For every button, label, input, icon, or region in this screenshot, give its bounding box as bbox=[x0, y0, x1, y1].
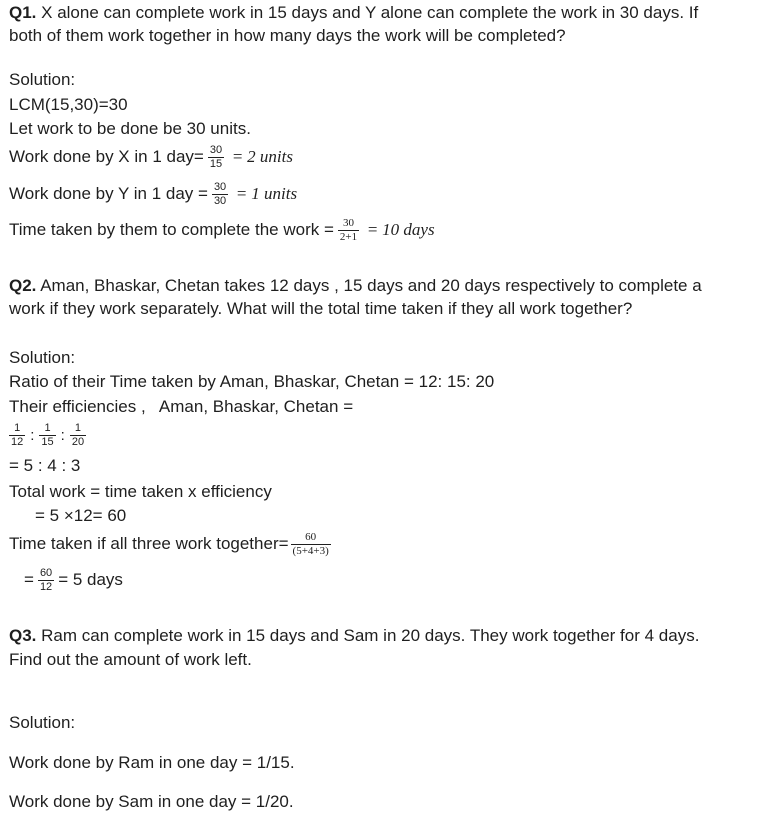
q2-efficiency-fractions bbox=[5, 419, 90, 452]
q3-solution-label: Solution: bbox=[9, 713, 76, 732]
q1-question-line1 bbox=[9, 2, 698, 24]
q1-t-label: Time taken by them to complete the work = bbox=[9, 220, 334, 239]
q1-x-eq: = bbox=[232, 147, 243, 166]
q2-efficiencies: Their efficiencies , Aman, Bhaskar, Chetan = bbox=[9, 397, 354, 416]
q3-label: Q3. bbox=[9, 626, 37, 645]
q2-final-fraction bbox=[38, 567, 54, 594]
q2-text-line1: Aman, Bhaskar, Chetan takes 12 days , 15 days and 20 days respectively to complete a bbox=[36, 276, 702, 295]
q3-question-line2: Find out the amount of work left. bbox=[9, 650, 252, 669]
q1-t-eq: = bbox=[367, 220, 378, 239]
q1-question-line2: both of them work together in how many days the work will be completed? bbox=[9, 26, 566, 45]
q2-label: Q2. bbox=[9, 276, 37, 295]
q1-t-fraction bbox=[338, 217, 359, 244]
q2-f1-den: 12 bbox=[11, 436, 24, 449]
q2-solution-label: Solution: bbox=[9, 348, 76, 367]
q2-together-num: 60 bbox=[291, 531, 331, 545]
q3-question-line1 bbox=[9, 625, 699, 647]
q1-work-x bbox=[9, 141, 293, 173]
q3-ram: Work done by Ram in one day = 1/15. bbox=[9, 753, 295, 772]
q1-t-num: 30 bbox=[338, 217, 359, 231]
q2-f2-den: 15 bbox=[41, 436, 54, 449]
q1-y-fraction bbox=[212, 181, 228, 208]
q2-f1-num: 1 bbox=[9, 422, 25, 436]
q2-together-den: (5+4+3) bbox=[292, 545, 329, 558]
q2-ratio: Ratio of their Time taken by Aman, Bhaskar, Chetan = 12: 15: 20 bbox=[9, 372, 495, 391]
q1-label: Q1. bbox=[9, 3, 37, 22]
q2-f1 bbox=[9, 422, 25, 449]
q2-together-label: Time taken if all three work together= bbox=[9, 534, 289, 553]
q1-y-eq: = bbox=[236, 184, 247, 203]
q2-total-work: Total work = time taken x efficiency bbox=[9, 482, 272, 501]
q1-x-label: Work done by X in 1 day= bbox=[9, 147, 204, 166]
q2-final-den: 12 bbox=[39, 581, 53, 594]
q1-solution-label: Solution: bbox=[9, 70, 76, 89]
q3-sam: Work done by Sam in one day = 1/20. bbox=[9, 792, 294, 811]
q1-x-fraction bbox=[208, 144, 224, 171]
q2-f2-num: 1 bbox=[39, 422, 55, 436]
q1-x-den: 15 bbox=[209, 158, 223, 171]
q1-text-line1: X alone can complete work in 15 days and Y alone can complete the work in 30 days. If bbox=[36, 3, 699, 22]
q2-f3-num: 1 bbox=[70, 422, 86, 436]
q2-colon-2: : bbox=[60, 426, 65, 444]
q1-y-num: 30 bbox=[213, 181, 227, 194]
q1-lcm: LCM(15,30)=30 bbox=[9, 95, 128, 114]
q2-final-result: = 5 days bbox=[58, 570, 123, 589]
q1-t-den: 2+1 bbox=[339, 231, 358, 244]
q2-question-line2: work if they work separately. What will the total time taken if they all work together? bbox=[9, 299, 633, 318]
q2-f3 bbox=[70, 422, 86, 449]
q1-y-den: 30 bbox=[213, 195, 227, 208]
q1-let-work: Let work to be done be 30 units. bbox=[9, 119, 251, 138]
q1-work-y bbox=[9, 178, 297, 210]
q2-f2 bbox=[39, 422, 55, 449]
q2-colon-1: : bbox=[30, 426, 35, 444]
q2-final-num: 60 bbox=[39, 567, 53, 580]
q2-f3-den: 20 bbox=[71, 436, 85, 449]
q1-t-result: 10 days bbox=[382, 220, 435, 239]
q2-together bbox=[9, 527, 335, 561]
q2-ratio-result: = 5 : 4 : 3 bbox=[9, 456, 81, 475]
q1-x-num: 30 bbox=[209, 144, 223, 157]
q2-total-calc: = 5 ×12= 60 bbox=[35, 506, 127, 525]
q2-final bbox=[24, 564, 123, 596]
q1-y-result: 1 units bbox=[251, 184, 298, 203]
q2-final-eq: = bbox=[24, 570, 34, 589]
q1-time bbox=[9, 214, 435, 246]
q1-x-result: 2 units bbox=[247, 147, 293, 166]
q2-question-line1 bbox=[9, 275, 702, 297]
q1-y-label: Work done by Y in 1 day = bbox=[9, 184, 208, 203]
q2-together-fraction bbox=[291, 531, 331, 558]
q3-text-line1: Ram can complete work in 15 days and Sam in 20 days. They work together for 4 days. bbox=[36, 626, 700, 645]
